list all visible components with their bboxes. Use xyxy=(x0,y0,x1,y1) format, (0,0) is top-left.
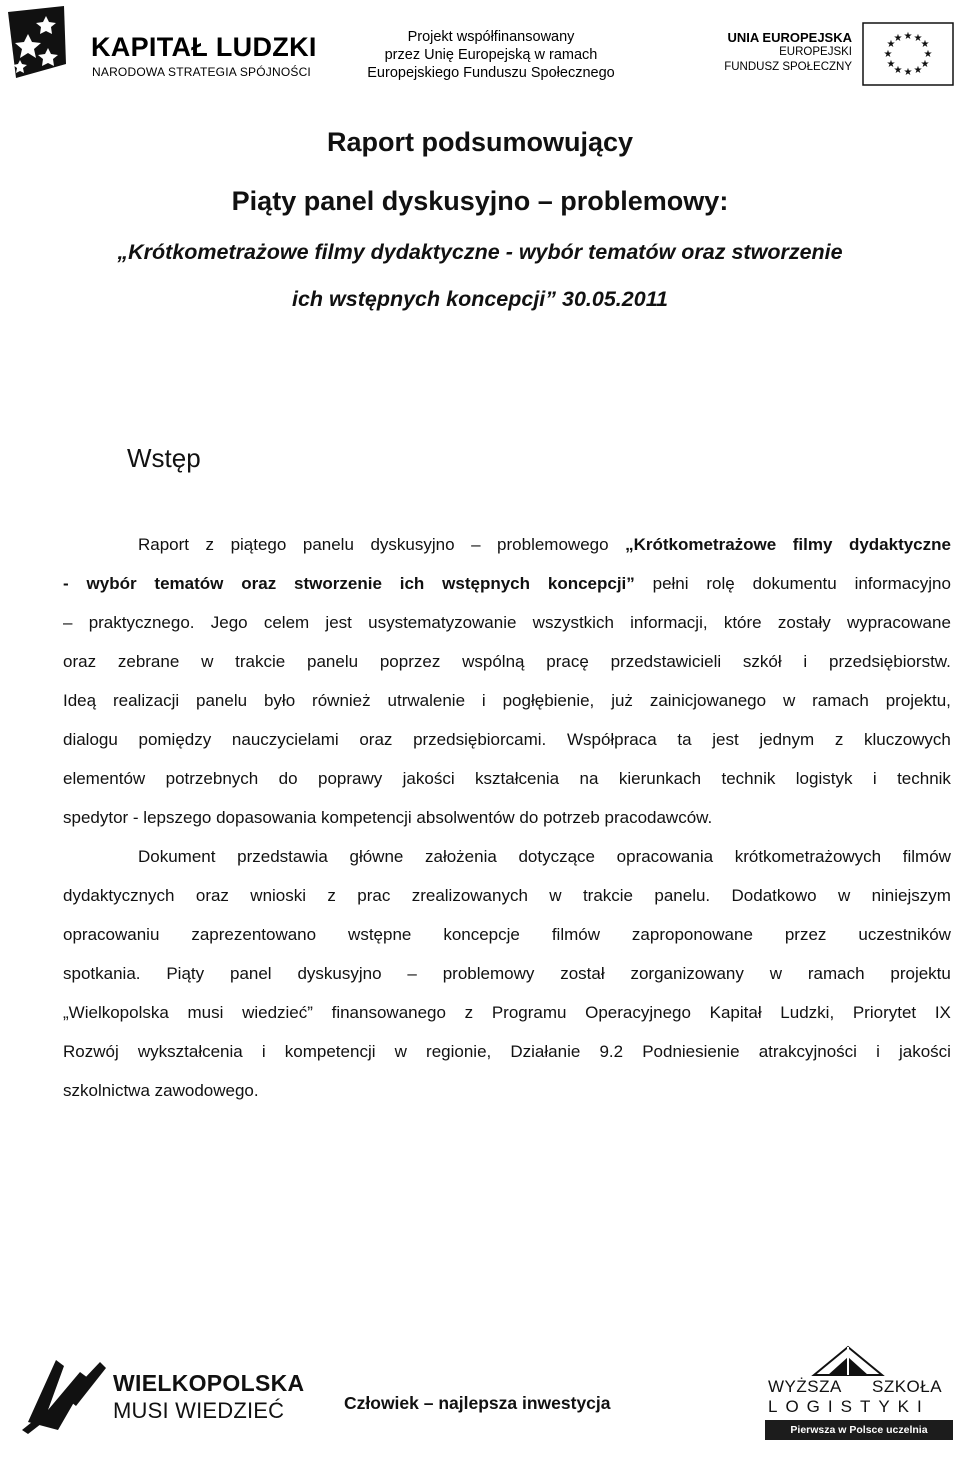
word: kształcenia xyxy=(475,769,560,788)
word: „Krótkometrażowe xyxy=(625,535,777,554)
word: panelu xyxy=(302,535,354,554)
word: filmy xyxy=(792,535,833,554)
kapital-ludzki-logo-icon xyxy=(6,4,80,84)
eu-logo-line: FUNDUSZ SPOŁECZNY xyxy=(724,61,852,73)
word: Rozwój xyxy=(63,1042,119,1061)
word: utrwalenie xyxy=(387,691,466,710)
body-line xyxy=(63,650,951,674)
word: - xyxy=(63,574,69,593)
word: Jego xyxy=(210,613,248,632)
word: oraz xyxy=(359,730,393,749)
body-line xyxy=(63,1001,951,1025)
word: koncepcje xyxy=(443,925,520,944)
word: zainicjowanego xyxy=(649,691,767,710)
svg-text:★: ★ xyxy=(883,49,893,60)
word: z xyxy=(205,535,215,554)
word: jednym xyxy=(759,730,815,749)
word: przedsiębiorstw. xyxy=(828,652,951,671)
wsl-logo-icon xyxy=(808,1345,888,1377)
word: dotyczące xyxy=(518,847,596,866)
word: Raport xyxy=(138,535,190,554)
word: – xyxy=(471,535,481,554)
wsl-logo-line: WYŻSZA xyxy=(768,1377,842,1396)
word: finansowanego xyxy=(331,1003,446,1022)
svg-text:★: ★ xyxy=(886,59,896,70)
word: Współpraca xyxy=(566,730,657,749)
section-heading: Wstęp xyxy=(127,443,201,473)
word: główne xyxy=(349,847,404,866)
wielkopolska-map-icon xyxy=(18,1352,110,1434)
wsl-logo-line: LOGISTYKI xyxy=(768,1397,930,1416)
word: regionie, xyxy=(426,1042,492,1061)
word: w xyxy=(394,1042,407,1061)
word: wstępnych xyxy=(442,574,531,593)
svg-text:★: ★ xyxy=(903,31,913,42)
word: Ideą xyxy=(63,691,97,710)
word: zrealizowanych xyxy=(411,886,528,905)
eu-logo-text xyxy=(718,30,852,75)
word: atrakcyjności xyxy=(758,1042,857,1061)
word: wykształcenia xyxy=(137,1042,243,1061)
body-line xyxy=(138,845,951,869)
word: wnioski xyxy=(250,886,307,905)
word: ich xyxy=(399,574,425,593)
word: które xyxy=(723,613,762,632)
word: tematów xyxy=(154,574,224,593)
word: zorganizowany xyxy=(630,964,744,983)
word: musi xyxy=(187,1003,224,1022)
word: projektu, xyxy=(885,691,951,710)
word: informacyjno xyxy=(854,574,951,593)
word: założenia xyxy=(425,847,497,866)
word: Działanie xyxy=(510,1042,581,1061)
wielkopolska-logo-line: WIELKOPOLSKA xyxy=(113,1370,305,1396)
word: jakości xyxy=(898,1042,951,1061)
word: uczestników xyxy=(858,925,951,944)
word: problemowego xyxy=(497,535,609,554)
word: i xyxy=(876,1042,880,1061)
word: i xyxy=(261,1042,266,1061)
body-line xyxy=(63,689,951,713)
word: Operacyjnego xyxy=(585,1003,691,1022)
word: krótkometrażowych xyxy=(734,847,882,866)
word: koncepcji” xyxy=(547,574,635,593)
word: Ludzki, xyxy=(780,1003,835,1022)
word: panel xyxy=(229,964,272,983)
word: Podniesienie xyxy=(642,1042,740,1061)
word: Priorytet xyxy=(852,1003,917,1022)
body-line: szkolnictwa zawodowego. xyxy=(63,1081,259,1100)
word: dyskusyjno xyxy=(370,535,455,554)
word: z xyxy=(834,730,844,749)
word: logistyk xyxy=(795,769,853,788)
word: filmów xyxy=(551,925,600,944)
svg-text:★: ★ xyxy=(886,39,896,50)
svg-text:★: ★ xyxy=(920,59,930,70)
word: technik xyxy=(721,769,776,788)
svg-text:★: ★ xyxy=(923,49,933,60)
word: celem xyxy=(263,613,310,632)
word: przez xyxy=(784,925,827,944)
word: jest xyxy=(325,613,352,632)
body-line xyxy=(63,1040,951,1064)
word: w xyxy=(549,886,562,905)
word: do xyxy=(278,769,298,788)
kapital-ludzki-subtitle: NARODOWA STRATEGIA SPÓJNOŚCI xyxy=(92,65,311,79)
wsl-logo-line: SZKOŁA xyxy=(872,1377,943,1396)
word: zebrane xyxy=(117,652,180,671)
body-line xyxy=(63,767,951,791)
word: w xyxy=(837,886,851,905)
word: dokumentu xyxy=(752,574,837,593)
word: projektu xyxy=(890,964,951,983)
word: kierunkach xyxy=(618,769,702,788)
panel-topic-line: „Krótkometrażowe filmy dydaktyczne - wybór tematów oraz stworzenie xyxy=(117,240,843,264)
word: opracowania xyxy=(616,847,714,866)
body-line xyxy=(63,923,951,947)
word: kluczowych xyxy=(863,730,951,749)
word: panelu xyxy=(307,652,359,671)
body-line: spedytor - lepszego dopasowania kompetencji absolwentów do potrzeb pracodawców. xyxy=(63,808,713,827)
body-line xyxy=(63,884,951,908)
word: przedstawia xyxy=(237,847,328,866)
word: Kapitał xyxy=(709,1003,762,1022)
wielkopolska-logo-line: MUSI WIEDZIEĆ xyxy=(113,1398,285,1423)
eu-logo-line: EUROPEJSKI xyxy=(779,46,852,58)
svg-text:★: ★ xyxy=(913,33,923,44)
word: usystematyzowanie xyxy=(368,613,517,632)
word: pracę xyxy=(546,652,589,671)
word: dydaktycznych xyxy=(63,886,175,905)
word: – xyxy=(407,964,417,983)
word: dialogu xyxy=(63,730,118,749)
word: szkół xyxy=(742,652,782,671)
word: ta xyxy=(677,730,692,749)
word: przedstawicieli xyxy=(610,652,722,671)
word: realizacji xyxy=(112,691,180,710)
word: kompetencji xyxy=(284,1042,376,1061)
word: wstępne xyxy=(348,925,412,944)
body-line xyxy=(63,728,951,752)
svg-text:★: ★ xyxy=(893,33,903,44)
body-line xyxy=(63,611,951,635)
word: z xyxy=(464,1003,474,1022)
word: w xyxy=(769,964,782,983)
word: trakcie xyxy=(582,886,634,905)
word: został xyxy=(560,964,605,983)
word: potrzebnych xyxy=(165,769,259,788)
word: elementów xyxy=(63,769,146,788)
svg-text:★: ★ xyxy=(920,39,930,50)
word: pomiędzy xyxy=(138,730,212,749)
word: piątego xyxy=(230,535,287,554)
word: wypracowane xyxy=(846,613,951,632)
word: oraz xyxy=(195,886,229,905)
word: „Wielkopolska xyxy=(63,1003,169,1022)
cofinancing-line: Europejskiego Funduszu Społecznego xyxy=(367,65,615,81)
word: panelu xyxy=(196,691,248,710)
word: filmów xyxy=(902,847,951,866)
word: pogłębienie, xyxy=(502,691,595,710)
word: z xyxy=(327,886,336,905)
word: zaprezentowano xyxy=(191,925,317,944)
word: wszystkich xyxy=(532,613,614,632)
word: oraz xyxy=(63,652,97,671)
word: spotkania. xyxy=(63,964,141,983)
word: w xyxy=(782,691,796,710)
word: w xyxy=(201,652,214,671)
wsl-tagline: Pierwsza w Polsce uczelnia logistyczna xyxy=(765,1420,953,1440)
word: nauczycielami xyxy=(231,730,339,749)
svg-text:★: ★ xyxy=(903,67,913,78)
word: jest xyxy=(712,730,739,749)
word: rolę xyxy=(706,574,735,593)
word: dyskusyjno xyxy=(297,964,382,983)
word: niniejszym xyxy=(871,886,951,905)
word: trakcie xyxy=(235,652,286,671)
word: opracowaniu xyxy=(63,925,160,944)
word: ramach xyxy=(807,964,865,983)
body-line xyxy=(63,572,951,596)
word: prac xyxy=(357,886,391,905)
cofinancing-line: przez Unię Europejską w ramach xyxy=(384,47,598,63)
word: – xyxy=(63,613,73,632)
word: jakości xyxy=(402,769,455,788)
word: IX xyxy=(934,1003,951,1022)
word: poprawy xyxy=(317,769,383,788)
word: wiedzieć” xyxy=(242,1003,313,1022)
report-title: Raport podsumowujący xyxy=(326,127,634,157)
word: oraz xyxy=(241,574,277,593)
word: panelu. xyxy=(654,886,711,905)
cofinancing-line: Projekt współfinansowany xyxy=(407,29,575,45)
word: na xyxy=(579,769,599,788)
word: przedsiębiorcami. xyxy=(413,730,547,749)
word: stworzenie xyxy=(294,574,382,593)
eu-flag-icon xyxy=(862,22,954,86)
word: praktycznego. xyxy=(88,613,195,632)
svg-text:★: ★ xyxy=(913,65,923,76)
panel-topic-line: ich wstępnych koncepcji” 30.05.2011 xyxy=(291,287,669,311)
footer-slogan: Człowiek – najlepsza inwestycja xyxy=(344,1393,611,1413)
word: Programu xyxy=(491,1003,567,1022)
word: zostały xyxy=(777,613,831,632)
word: technik xyxy=(897,769,951,788)
body-line xyxy=(63,962,951,986)
panel-title: Piąty panel dyskusyjno – problemowy: xyxy=(231,186,729,216)
word: było xyxy=(263,691,296,710)
svg-text:★: ★ xyxy=(893,65,903,76)
kapital-ludzki-title: KAPITAŁ LUDZKI xyxy=(91,32,317,62)
word: 9.2 xyxy=(599,1042,624,1061)
word: Dokument xyxy=(138,847,216,866)
word: również xyxy=(312,691,371,710)
word: wybór xyxy=(86,574,137,593)
word: ramach xyxy=(812,691,869,710)
word: pełni xyxy=(652,574,689,593)
word: Piąty xyxy=(166,964,205,983)
body-line xyxy=(138,533,951,557)
word: i xyxy=(872,769,877,788)
word: Dodatkowo xyxy=(731,886,817,905)
word: wspólną xyxy=(462,652,525,671)
cofinancing-note xyxy=(360,28,622,82)
word: i xyxy=(803,652,808,671)
word: dydaktyczne xyxy=(848,535,951,554)
word: i xyxy=(481,691,486,710)
word: informacji, xyxy=(630,613,708,632)
word: problemowy xyxy=(442,964,535,983)
eu-logo-line: UNIA EUROPEJSKA xyxy=(727,30,852,45)
word: zaproponowane xyxy=(631,925,753,944)
word: już xyxy=(611,691,633,710)
word: poprzez xyxy=(379,652,441,671)
